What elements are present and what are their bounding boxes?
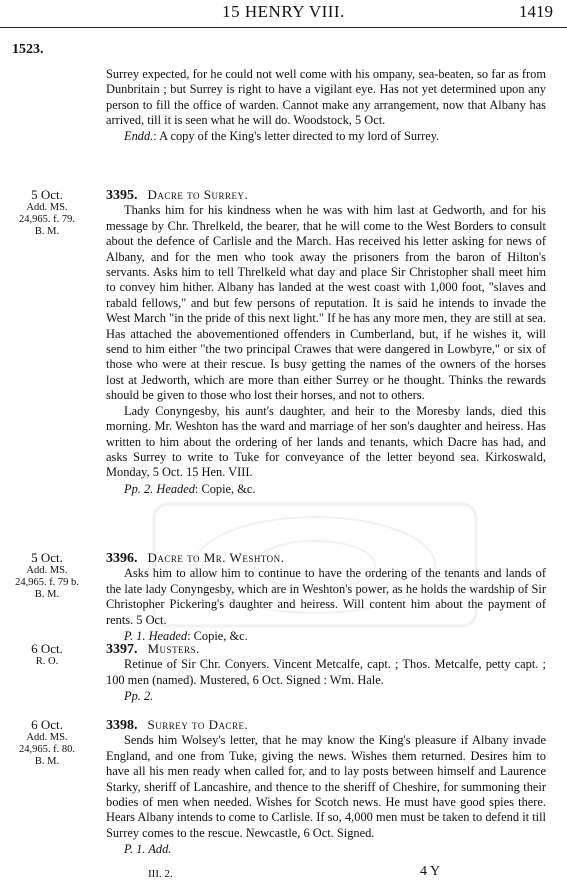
entry-date: 5 Oct. [31,187,63,202]
entry-3397 [106,641,546,705]
entry-3395 [106,187,546,497]
page-number: 1419 [519,2,553,21]
opening-block [106,67,546,144]
entry-ref: 24,965. f. 79 b. [15,577,79,588]
endorsement [106,129,546,144]
gathering-mark: 4 Y [420,864,441,879]
entry-number: 3395. [106,188,138,203]
entry-source: Add. MS. [26,732,68,743]
entry-pages: Pp. 2. [124,689,154,704]
margin-3397 [6,642,88,668]
entry-paragraph: Sends him Wolsey's letter, that he may know the King's pleasure if Albany invade England, and one from Tuke, giving the news. Wishes them returned. Desires him to have all his men ready when called for, and to lay posts between himself and Laurence Starky, sheriff of Lancashire, and thence to the sheriff of Cheshire, for summoning their bodies of men when needed. Wishes for Scotch news. He must have good spies there. Hears Albany intends to come to Carlisle. If so, 4,000 men must be taken to defend it till Surrey comes to the rescue. Newcastle, 6 Oct. Signed. [106,733,546,840]
entry-repo: B. M. [34,756,60,767]
header-rule [0,27,567,28]
entry-pages: P. 1. Add. [124,842,172,857]
entry-title: Surrey to Dacre. [147,717,249,732]
margin-3396 [6,551,88,601]
entry-source: Add. MS. [26,202,68,213]
entry-number: 3396. [106,551,138,566]
entry-title: Musters. [147,641,200,656]
entry-number: 3397. [106,642,138,657]
entry-ref: 24,965. f. 80. [19,744,75,755]
entry-paragraph: Asks him to allow him to continue to have the ordering of the tenants and lands of the late lady Conyngesby, which are in Weshton's power, as he holds the wardship of Sir Christopher Pickering's daughter and heiress. Will content him about the payment of rents. 5 Oct. [106,566,546,627]
entry-paragraph: Thanks him for his kindness when he was with him last at Gedworth, and for his message by Chr. Threlkeld, the bearer, that he will come to the West Borders to consult about the defence of Carlisle and the March. Has received his letter asking for news of Albany, and for the men who took away the prisoners from the baron of Hilton's servants. Asks him to tell Threlkeld what day and place Sir Christopher shall meet him to convey him hither. Albany has landed at the west coast with 1,000 foot, "slaves and rabald fellows," and but few persons of reputation. It is said he intends to invade the West March "in the pride of this next light." If he has any more men, they are still at sea. Has attached the abovementioned offenders in Cumberland, but, if he wishes it, will send to him either "the two principal Crawes that were dangered in Lowbyre," or six of those who were at their rescue. Is busy getting the names of the owners of the horses lost at Jedworth, which are more than either Surrey or he thought. Thinks the rewards should be given to those who lost their horses, and not to others. [106,203,546,403]
entry-date: 5 Oct. [31,550,63,565]
running-header: 15 HENRY VIII. [222,2,345,21]
entry-number: 3398. [106,718,138,733]
entry-pages: Pp. 2. Headed: Copie, &c. [124,481,256,496]
entry-pages: P. 1. Headed: Copie, &c. [124,629,248,644]
entry-ref: 24,965. f. 79. [19,214,75,225]
entry-source: R. O. [35,656,59,667]
entry-heading [106,717,546,733]
entry-title: Dacre to Surrey. [147,187,249,202]
entry-source: Add. MS. [26,565,68,576]
entry-repo: B. M. [34,589,60,600]
entry-title: Dacre to Mr. Weshton. [147,550,285,565]
entry-paragraph: Lady Conyngesby, his aunt's daughter, and heir to the Moresby lands, died this morning. Mr. Weshton has the ward and marriage of her son's daughter and heiress. Has written to him about the ordering of her lands and tenants, which Dacre has had, and asks Surrey to write to Tuke for conveyance of the letter beyond sea. Kirkoswald, Monday, 5 Oct. 15 Hen. VIII. [106,403,546,480]
entry-repo: B. M. [34,226,60,237]
endd-text: : A copy of the King's letter directed to my lord of Surrey. [153,128,440,143]
entry-date: 6 Oct. [31,641,63,656]
year-marker: 1523. [12,42,44,57]
entry-paragraph: Retinue of Sir Chr. Conyers. Vincent Metcalfe, capt. ; Thos. Metcalfe, petty capt. ; 100 men (named). Mustered, 6 Oct. Signed : Wm. Hale. [106,657,546,687]
library-watermark [147,500,480,630]
endd-label: Endd. [124,128,154,143]
margin-3398 [6,718,88,768]
entry-date: 6 Oct. [31,717,63,732]
opening-text: Surrey expected, for he could not well come with his ompany, sea-beaten, so far as from Dunbritain ; but Surrey is right to have a vigilant eye. Has not yet determined upon any person to fill the office of warden. Cannot make any arrangement, now that Albany has arrived, till it is seen what he will do. Woodstock, 5 Oct. [106,67,546,128]
entry-heading [106,187,546,203]
margin-3395 [6,188,88,238]
signature-mark: III. 2. [148,868,173,880]
entry-3398 [106,717,546,858]
entry-heading [106,641,546,657]
